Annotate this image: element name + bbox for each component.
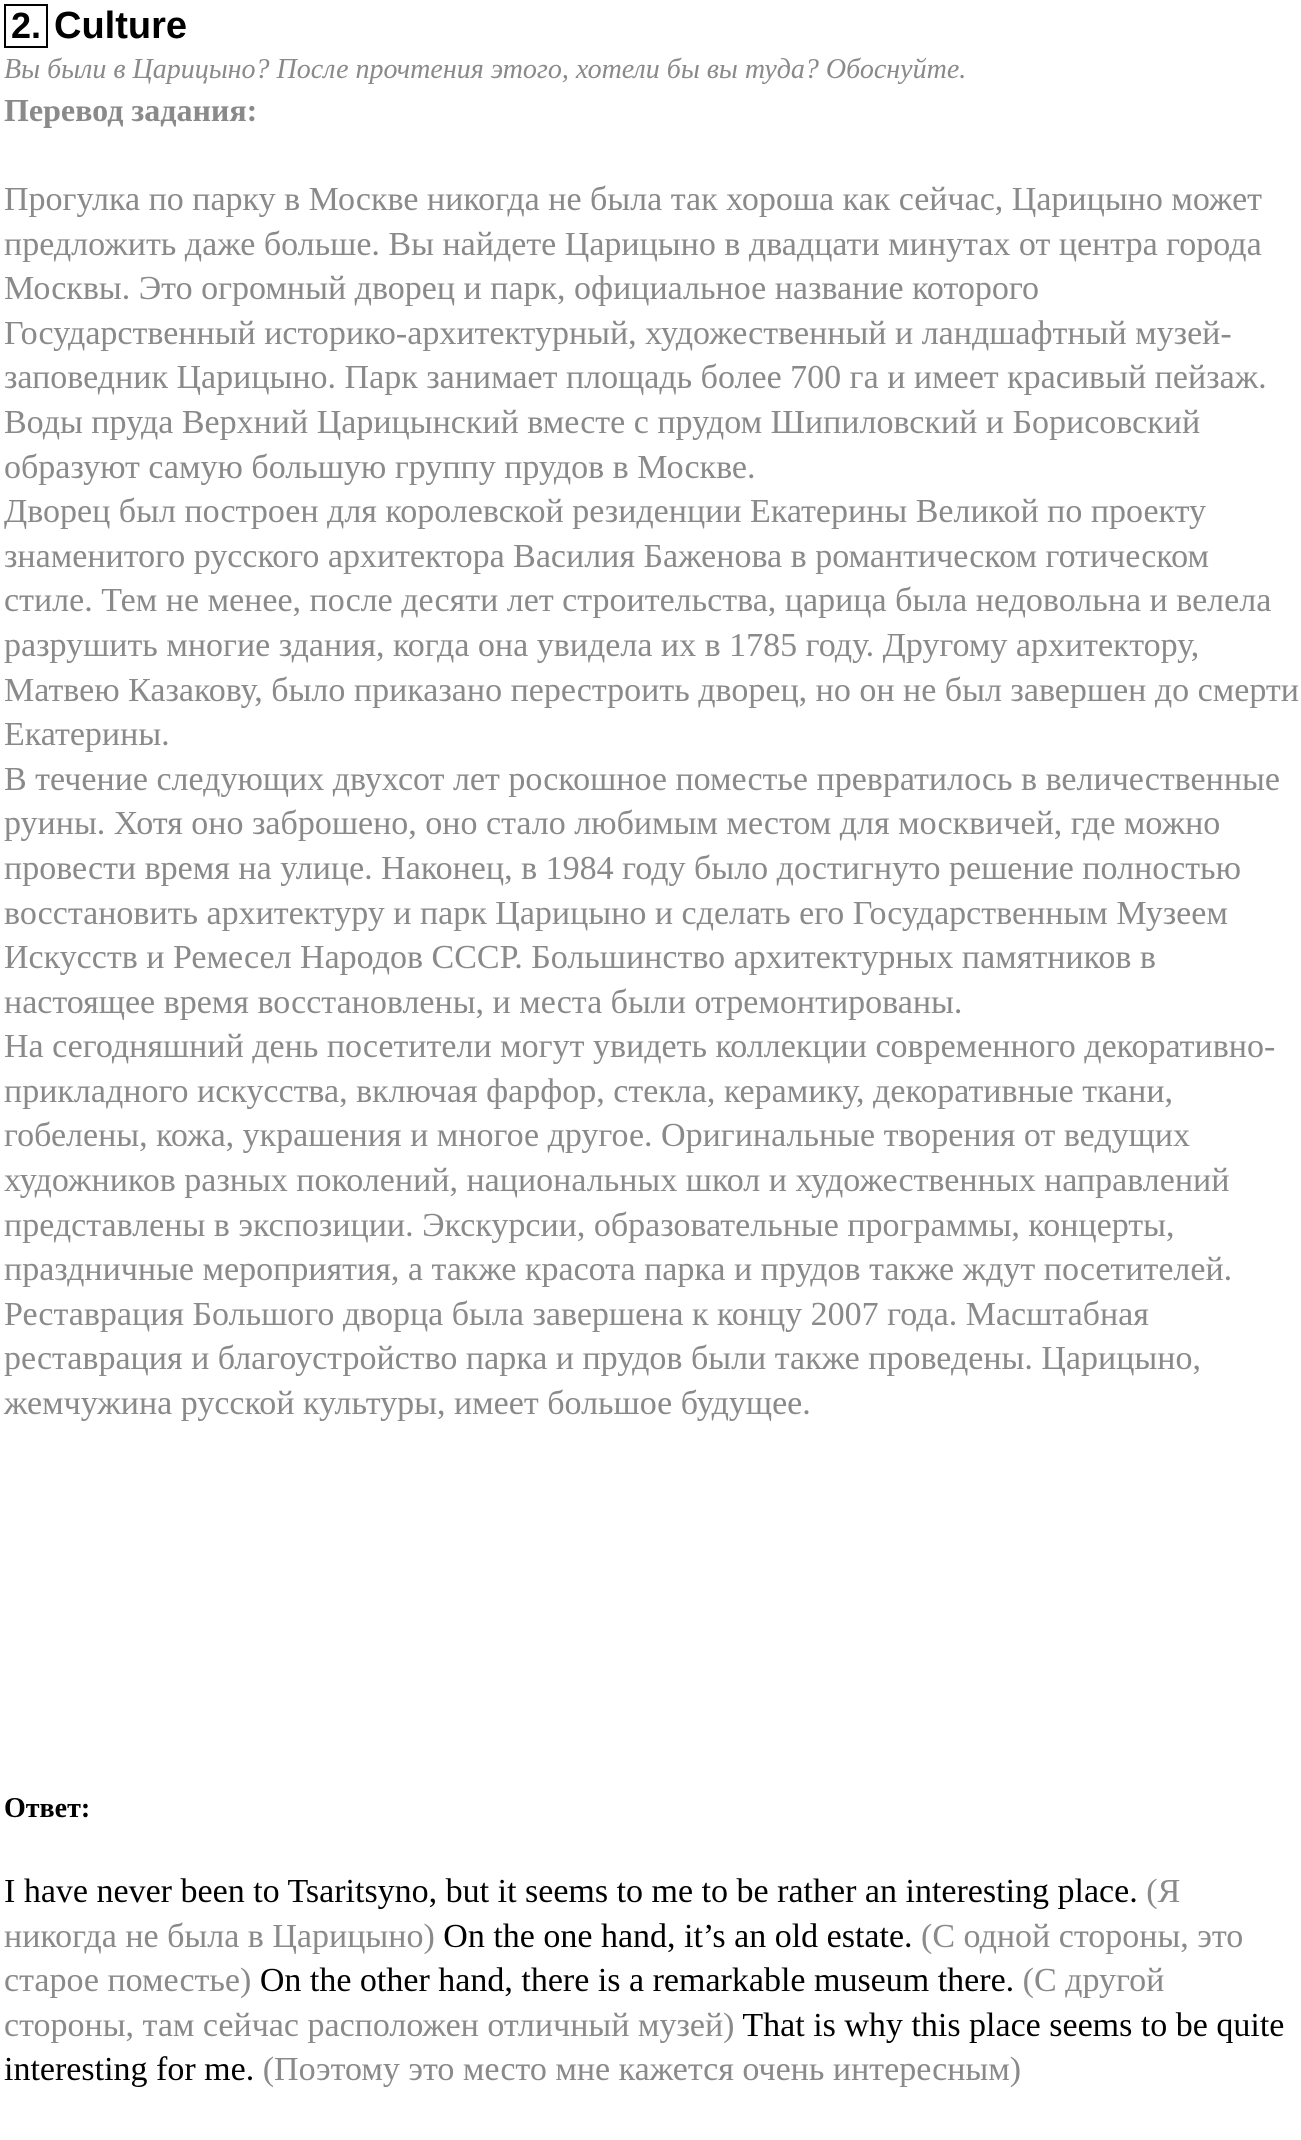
answer-sentence-en: On the other hand, there is a remarkable museum there. — [259, 1962, 1015, 2000]
task-title: Culture — [54, 5, 188, 47]
task-question: Вы были в Царицыно? После прочтения этого, хотели бы вы туда? Обоснуйте. — [4, 54, 967, 85]
answer-sentence-en: That is why this place seems to be quite interesting for me. — [4, 2006, 1285, 2089]
translation-label: Перевод задания: — [4, 92, 258, 128]
translated-text — [4, 178, 1299, 1427]
task-number: 2. — [4, 4, 48, 48]
answer-text — [4, 1870, 1299, 2093]
text-paragraph: Реставрация Большого дворца была завершена к концу 2007 года. Масштабная реставрация и благоустройство парка и прудов были также проведены. Царицыно, жемчужина русской культуры, имеет большое будущее. — [4, 1295, 1201, 1423]
answer-sentence-en: I have never been to Tsaritsyno, but it seems to me to be rather an interesting place. — [4, 1873, 1138, 1910]
answer-sentence-ru: (С другой стороны, там сейчас расположен отличный музей) — [4, 1962, 1165, 2044]
text-paragraph: Прогулка по парку в Москве никогда не была так хороша как сейчас, Царицыно может предложить даже больше. Вы найдете Царицыно в двадцати минутах от центра города Москвы. Это огромный дворец и парк, официальное название которого Государственный историко-архитектурный, художественный и ландшафтный музей-заповедник Царицыно. Парк занимает площадь более 700 га и имеет красивый пейзаж. Воды пруда Верхний Царицынский вместе с прудом Шипиловский и Борисовский образуют самую большую группу прудов в Москве. — [4, 181, 1267, 486]
answer-sentence-ru: (Поэтому это место мне кажется очень интересным) — [262, 2051, 1022, 2089]
text-paragraph: На сегодняшний день посетители могут увидеть коллекции современного декоративно-прикладного искусства, включая фарфор, стекла, керамику, декоративные ткани, гобелены, кожа, украшения и многое другое. Оригинальные творения от ведущих художников разных поколений, национальных школ и художественных направлений представлены в экспозиции. Экскурсии, образовательные программы, концерты, праздничные мероприятия, а также красота парка и прудов также ждут посетителей. — [4, 1028, 1276, 1289]
task-heading — [4, 2, 187, 50]
answer-label: Ответ: — [4, 1793, 91, 1824]
answer-sentence-ru: (Я никогда не была в Царицыно) — [4, 1873, 1181, 1955]
text-paragraph: В течение следующих двухсот лет роскошное поместье превратилось в величественные руины. Хотя оно заброшено, оно стало любимым местом для москвичей, где можно провести время на улице. Наконец, в 1984 году было достигнуто решение полностью восстановить архитектуру и парк Царицыно и сделать его Государственным Музеем Искусств и Ремесел Народов СССР. Большинство архитектурных памятников в настоящее время восстановлены, и места были отремонтированы. — [4, 760, 1280, 1021]
answer-sentence-ru: (С одной стороны, это старое поместье) — [4, 1917, 1244, 2000]
text-paragraph: Дворец был построен для королевской резиденции Екатерины Великой по проекту знаменитого русского архитектора Василия Баженова в романтическом готическом стиле. Тем не менее, после десяти лет строительства, царица была недовольна и велела разрушить многие здания, когда она увидела их в 1785 году. Другому архитектору, Матвею Казакову, было приказано перестроить дворец, но он не был завершен до смерти Екатерины. — [4, 493, 1299, 754]
answer-sentence-en: On the one hand, it’s an old estate. — [443, 1917, 913, 1955]
